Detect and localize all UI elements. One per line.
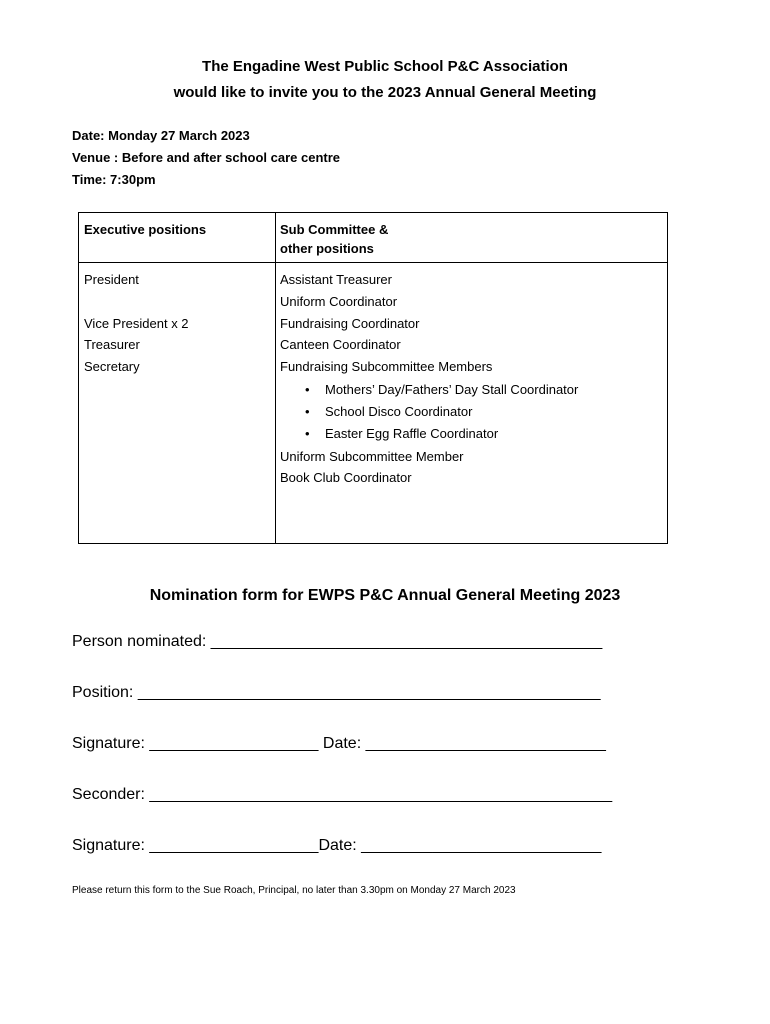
sub-committee-bullet-item: Easter Egg Raffle Coordinator — [325, 426, 499, 441]
sub-committee-header-line-2: other positions — [280, 241, 374, 256]
sub-committee-bullet-item: Mothers’ Day/Fathers’ Day Stall Coordinator — [325, 382, 579, 397]
sub-committee-item: Fundraising Coordinator — [280, 316, 420, 331]
person-nominated-field[interactable]: Person nominated: ____________________________________________ — [72, 633, 603, 650]
invitation-title-line-2: would like to invite you to the 2023 Annual General Meeting — [173, 84, 597, 101]
sub-committee-item: Uniform Subcommittee Member — [280, 449, 464, 464]
sub-committee-item: Canteen Coordinator — [280, 337, 401, 352]
meeting-date: Date: Monday 27 March 2023 — [72, 128, 250, 143]
executive-position-item: Treasurer — [84, 337, 140, 352]
sub-committee-item: Book Club Coordinator — [280, 470, 412, 485]
seconder-field[interactable]: Seconder: ____________________________________________________ — [72, 786, 613, 803]
bullet-icon: • — [305, 382, 310, 397]
positions-table — [78, 212, 668, 544]
sub-committee-item: Assistant Treasurer — [280, 272, 392, 287]
bullet-icon: • — [305, 426, 310, 441]
meeting-venue: Venue : Before and after school care centre — [72, 150, 341, 165]
nomination-form-title: Nomination form for EWPS P&C Annual General Meeting 2023 — [149, 587, 621, 604]
executive-position-item: President — [84, 272, 139, 287]
meeting-time: Time: 7:30pm — [72, 172, 156, 187]
seconder-signature-date-field[interactable]: Signature: ___________________Date: ___________________________ — [72, 837, 602, 854]
position-field[interactable]: Position: ____________________________________________________ — [72, 684, 601, 701]
sub-committee-bullet-item: School Disco Coordinator — [325, 404, 473, 419]
sub-committee-item: Fundraising Subcommittee Members — [280, 359, 493, 374]
executive-positions-header: Executive positions — [84, 222, 207, 237]
return-instructions: Please return this form to the Sue Roach, Principal, no later than 3.30pm on Monday 27 March 2023 — [72, 885, 516, 896]
sub-committee-item: Uniform Coordinator — [280, 294, 398, 309]
nominee-signature-date-field[interactable]: Signature: ___________________ Date: ___________________________ — [72, 735, 606, 752]
table-header-divider — [79, 262, 667, 263]
executive-position-item: Secretary — [84, 359, 140, 374]
invitation-title-line-1: The Engadine West Public School P&C Association — [202, 58, 568, 75]
bullet-icon: • — [305, 404, 310, 419]
sub-committee-header-line-1: Sub Committee & — [280, 222, 389, 237]
executive-position-item: Vice President x 2 — [84, 316, 189, 331]
